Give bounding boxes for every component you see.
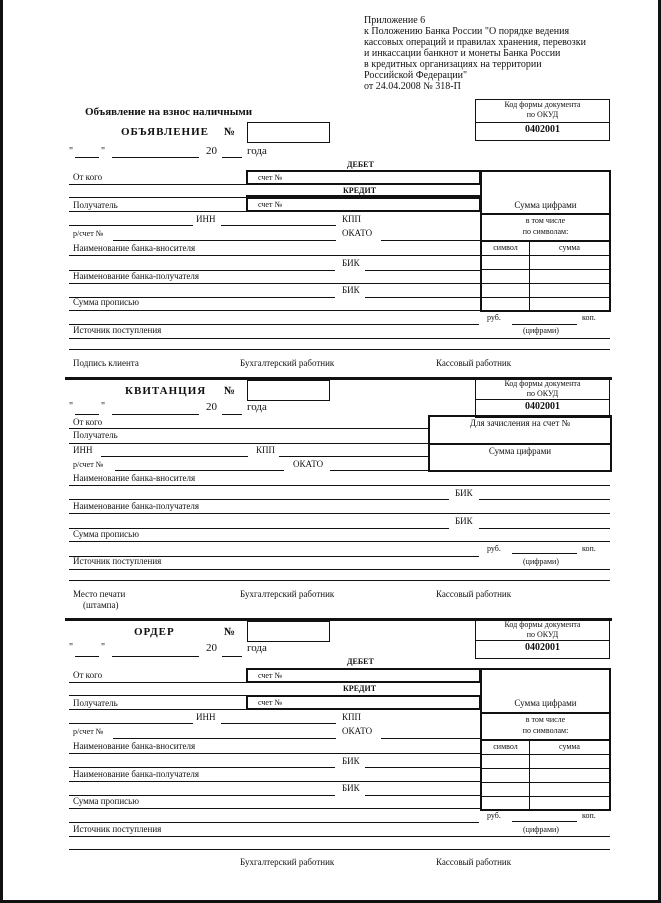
okud-box xyxy=(475,619,610,659)
kpp-field[interactable] xyxy=(279,456,429,457)
kop-label: коп. xyxy=(582,544,596,553)
receipt-amount-panel xyxy=(428,415,612,472)
date-quote: " xyxy=(69,401,74,412)
sum-column-header: сумма xyxy=(559,243,580,252)
symbol-row[interactable] xyxy=(482,796,609,797)
source-label: Источник поступления xyxy=(73,325,162,335)
okud-box xyxy=(475,99,610,141)
sum-column-header: сумма xyxy=(559,742,580,751)
from-whom-field-2[interactable] xyxy=(69,695,247,696)
order-number-input[interactable] xyxy=(247,621,330,642)
account-rs-label: р/счет № xyxy=(73,460,104,469)
date-quote: " xyxy=(101,401,106,412)
bik-label: БИК xyxy=(342,258,360,268)
inn-field[interactable] xyxy=(101,456,248,457)
day-field[interactable] xyxy=(75,157,99,158)
sign-accountant-label: Бухгалтерский работник xyxy=(240,358,335,368)
from-whom-field[interactable] xyxy=(69,428,429,429)
stamp-place-label xyxy=(73,589,125,611)
year-field[interactable] xyxy=(222,414,242,415)
recipient-label: Получатель xyxy=(73,698,118,708)
symbol-row[interactable] xyxy=(482,768,609,769)
okud-label-line: по ОКУД xyxy=(526,110,559,119)
recipient-field[interactable] xyxy=(69,709,247,710)
bik-field[interactable] xyxy=(479,499,610,500)
from-whom-label: От кого xyxy=(73,670,103,680)
year-prefix: 20 xyxy=(206,145,217,157)
appendix-line: в кредитных организациях на территории xyxy=(364,59,542,70)
from-whom-label: От кого xyxy=(73,172,103,182)
digits-hint: (цифрами) xyxy=(523,326,559,335)
okud-label xyxy=(476,379,609,400)
bank-recipient-field[interactable] xyxy=(69,513,610,514)
source-label: Источник поступления xyxy=(73,824,162,834)
stamp-line: Место печати xyxy=(73,589,126,599)
including-line: в том числе xyxy=(525,216,566,225)
sign-cashier-label: Кассовый работник xyxy=(436,589,512,599)
symbol-row[interactable] xyxy=(482,754,609,755)
bank-depositor-label: Наименование банка-вносителя xyxy=(73,243,196,253)
source-field-2[interactable] xyxy=(69,580,610,581)
credit-account-label: Для зачисления на счет № xyxy=(469,418,571,428)
bik-field-2[interactable] xyxy=(479,528,610,529)
amount-words-label: Сумма прописью xyxy=(73,796,140,806)
recipient-field[interactable] xyxy=(69,211,247,212)
bik-label: БИК xyxy=(342,756,360,766)
panel-divider xyxy=(482,739,609,741)
date-quote: " xyxy=(101,146,106,157)
symbol-row[interactable] xyxy=(482,283,609,284)
receipt-number-input[interactable] xyxy=(247,380,330,401)
appendix-note xyxy=(364,15,586,92)
digits-hint: (цифрами) xyxy=(523,557,559,566)
amount-words-field[interactable] xyxy=(69,541,610,542)
panel-divider xyxy=(430,443,610,445)
bank-recipient-field[interactable] xyxy=(69,283,481,284)
inn-label: ИНН xyxy=(73,445,93,455)
number-sign: № xyxy=(224,626,236,638)
sign-accountant-label: Бухгалтерский работник xyxy=(240,857,335,867)
okud-box xyxy=(475,378,610,418)
kop-field[interactable] xyxy=(512,821,577,822)
okud-label xyxy=(476,100,609,123)
form-title: Объявление на взнос наличными xyxy=(85,106,253,118)
okud-code: 0402001 xyxy=(525,124,560,135)
bank-depositor-field[interactable] xyxy=(69,753,481,754)
okato-field[interactable] xyxy=(381,738,481,739)
inn-field[interactable] xyxy=(221,723,336,724)
okato-label: ОКАТО xyxy=(293,459,324,469)
bank-recipient-field[interactable] xyxy=(69,781,481,782)
bank-depositor-field-2[interactable] xyxy=(69,767,335,768)
year-prefix: 20 xyxy=(206,401,217,413)
including-line: в том числе xyxy=(525,715,566,724)
kpp-label: КПП xyxy=(342,712,362,722)
appendix-line: от 24.04.2008 № 318-П xyxy=(364,81,461,92)
symbol-row[interactable] xyxy=(482,255,609,256)
section-title-receipt: КВИТАНЦИЯ xyxy=(125,385,207,397)
symbol-row[interactable] xyxy=(482,297,609,298)
credit-account-box[interactable] xyxy=(246,695,481,710)
month-field[interactable] xyxy=(112,656,199,657)
sign-cashier-label: Кассовый работник xyxy=(436,358,512,368)
credit-label: КРЕДИТ xyxy=(343,186,377,195)
appendix-line: Российской Федерации" xyxy=(364,70,468,81)
account-rs-label: р/счет № xyxy=(73,229,104,238)
inn-field-left[interactable] xyxy=(69,723,193,724)
appendix-line: к Положению Банка России "О порядке ведения xyxy=(364,26,570,37)
inn-label: ИНН xyxy=(196,712,216,722)
digits-hint: (цифрами) xyxy=(523,825,559,834)
account-rs-field[interactable] xyxy=(113,738,336,739)
from-whom-field[interactable] xyxy=(69,184,247,185)
symbol-row[interactable] xyxy=(482,782,609,783)
section-title-announcement: ОБЪЯВЛЕНИЕ xyxy=(121,126,210,138)
okato-field[interactable] xyxy=(330,470,429,471)
bik-field-2[interactable] xyxy=(365,795,481,796)
bank-recipient-label: Наименование банка-получателя xyxy=(73,769,199,779)
source-field[interactable] xyxy=(69,836,610,837)
inn-field[interactable] xyxy=(221,225,336,226)
okato-field[interactable] xyxy=(381,240,481,241)
recipient-field[interactable] xyxy=(69,443,429,444)
okud-label xyxy=(476,620,609,641)
bank-recipient-label: Наименование банка-получателя xyxy=(73,271,199,281)
kpp-label: КПП xyxy=(256,445,276,455)
source-field-2[interactable] xyxy=(69,349,610,350)
symbol-column-header: символ xyxy=(493,742,518,751)
appendix-line: кассовых операций и правилах хранения, перевозки xyxy=(364,37,586,48)
announcement-number-input[interactable] xyxy=(247,122,330,143)
bank-depositor-field[interactable] xyxy=(69,485,610,486)
year-label: года xyxy=(247,145,267,157)
including-line: по символам: xyxy=(522,726,569,735)
date-quote: " xyxy=(69,146,74,157)
amount-words-field[interactable] xyxy=(69,808,481,809)
inn-label: ИНН xyxy=(196,214,216,224)
bik-field[interactable] xyxy=(365,270,481,271)
debit-label: ДЕБЕТ xyxy=(347,160,374,169)
sign-accountant-label: Бухгалтерский работник xyxy=(240,589,335,599)
account-no-label: счет № xyxy=(258,671,283,680)
account-rs-label: р/счет № xyxy=(73,727,104,736)
okud-label-line: по ОКУД xyxy=(526,389,559,398)
bik-label: БИК xyxy=(455,488,473,498)
date-quote: " xyxy=(69,642,74,653)
including-label xyxy=(482,714,609,736)
kop-label: коп. xyxy=(582,811,596,820)
symbol-column-header: символ xyxy=(493,243,518,252)
from-whom-field-2[interactable] xyxy=(69,197,247,198)
day-field[interactable] xyxy=(75,414,99,415)
year-field[interactable] xyxy=(222,157,242,158)
account-no-label: счет № xyxy=(258,200,283,209)
debit-account-box[interactable] xyxy=(246,668,481,683)
account-rs-field[interactable] xyxy=(113,240,336,241)
amount-panel xyxy=(480,668,611,811)
debit-account-box[interactable] xyxy=(246,170,481,185)
bik-label: БИК xyxy=(342,285,360,295)
section-title-order: ОРДЕР xyxy=(134,626,175,638)
year-label: года xyxy=(247,401,267,413)
from-whom-field[interactable] xyxy=(69,682,247,683)
bik-label: БИК xyxy=(455,516,473,526)
source-field-2[interactable] xyxy=(69,849,610,850)
okato-label: ОКАТО xyxy=(342,726,373,736)
kop-field[interactable] xyxy=(512,324,577,325)
rub-label: руб. xyxy=(487,811,501,820)
number-sign: № xyxy=(224,126,236,138)
inn-field-left[interactable] xyxy=(69,225,193,226)
recipient-label: Получатель xyxy=(73,430,118,440)
okato-label: ОКАТО xyxy=(342,228,373,238)
bank-depositor-field-2[interactable] xyxy=(69,499,449,500)
okud-label-line: по ОКУД xyxy=(526,630,559,639)
stamp-line: (штампа) xyxy=(83,600,119,610)
amount-digits-label: Сумма цифрами xyxy=(514,200,577,210)
amount-words-field[interactable] xyxy=(69,310,481,311)
okud-code: 0402001 xyxy=(525,401,560,412)
including-label xyxy=(482,215,609,237)
sign-cashier-label: Кассовый работник xyxy=(436,857,512,867)
okud-label-line: Код формы документа xyxy=(504,379,581,388)
bik-field[interactable] xyxy=(365,767,481,768)
appendix-line: и инкассации банкнот и монеты Банка России xyxy=(364,48,561,59)
rub-label: руб. xyxy=(487,544,501,553)
appendix-line: Приложение 6 xyxy=(364,15,426,26)
amount-words-field-2[interactable] xyxy=(69,822,479,823)
source-label: Источник поступления xyxy=(73,556,162,566)
amount-words-label: Сумма прописью xyxy=(73,529,140,539)
from-whom-label: От кого xyxy=(73,417,103,427)
bank-depositor-label: Наименование банка-вносителя xyxy=(73,741,196,751)
amount-words-label: Сумма прописью xyxy=(73,297,140,307)
debit-label: ДЕБЕТ xyxy=(347,657,374,666)
bank-recipient-label: Наименование банка-получателя xyxy=(73,501,199,511)
bik-field-2[interactable] xyxy=(365,297,481,298)
source-field[interactable] xyxy=(69,569,610,570)
day-field[interactable] xyxy=(75,656,99,657)
month-field[interactable] xyxy=(112,414,199,415)
bank-depositor-field[interactable] xyxy=(69,255,481,256)
date-quote: " xyxy=(101,642,106,653)
credit-account-box[interactable] xyxy=(246,197,481,212)
symbol-row[interactable] xyxy=(482,269,609,270)
rub-label: руб. xyxy=(487,313,501,322)
amount-panel xyxy=(480,170,611,312)
number-sign: № xyxy=(224,385,236,397)
kpp-label: КПП xyxy=(342,214,362,224)
sign-client-label: Подпись клиента xyxy=(73,358,139,368)
okud-label-line: Код формы документа xyxy=(504,100,581,109)
month-field[interactable] xyxy=(112,157,199,158)
bik-label: БИК xyxy=(342,783,360,793)
including-line: по символам: xyxy=(522,227,569,236)
panel-divider xyxy=(482,240,609,242)
amount-digits-label: Сумма цифрами xyxy=(488,446,552,456)
okud-label-line: Код формы документа xyxy=(504,620,581,629)
account-no-label: счет № xyxy=(258,173,283,182)
kop-label: коп. xyxy=(582,313,596,322)
kop-field[interactable] xyxy=(512,553,577,554)
source-field[interactable] xyxy=(69,338,610,339)
recipient-label: Получатель xyxy=(73,200,118,210)
year-label: года xyxy=(247,642,267,654)
account-rs-field[interactable] xyxy=(115,470,284,471)
account-no-label: счет № xyxy=(258,698,283,707)
amount-digits-label: Сумма цифрами xyxy=(514,698,577,708)
okud-code: 0402001 xyxy=(525,642,560,653)
year-prefix: 20 xyxy=(206,642,217,654)
credit-label: КРЕДИТ xyxy=(343,684,377,693)
bank-depositor-label: Наименование банка-вносителя xyxy=(73,473,196,483)
year-field[interactable] xyxy=(222,656,242,657)
